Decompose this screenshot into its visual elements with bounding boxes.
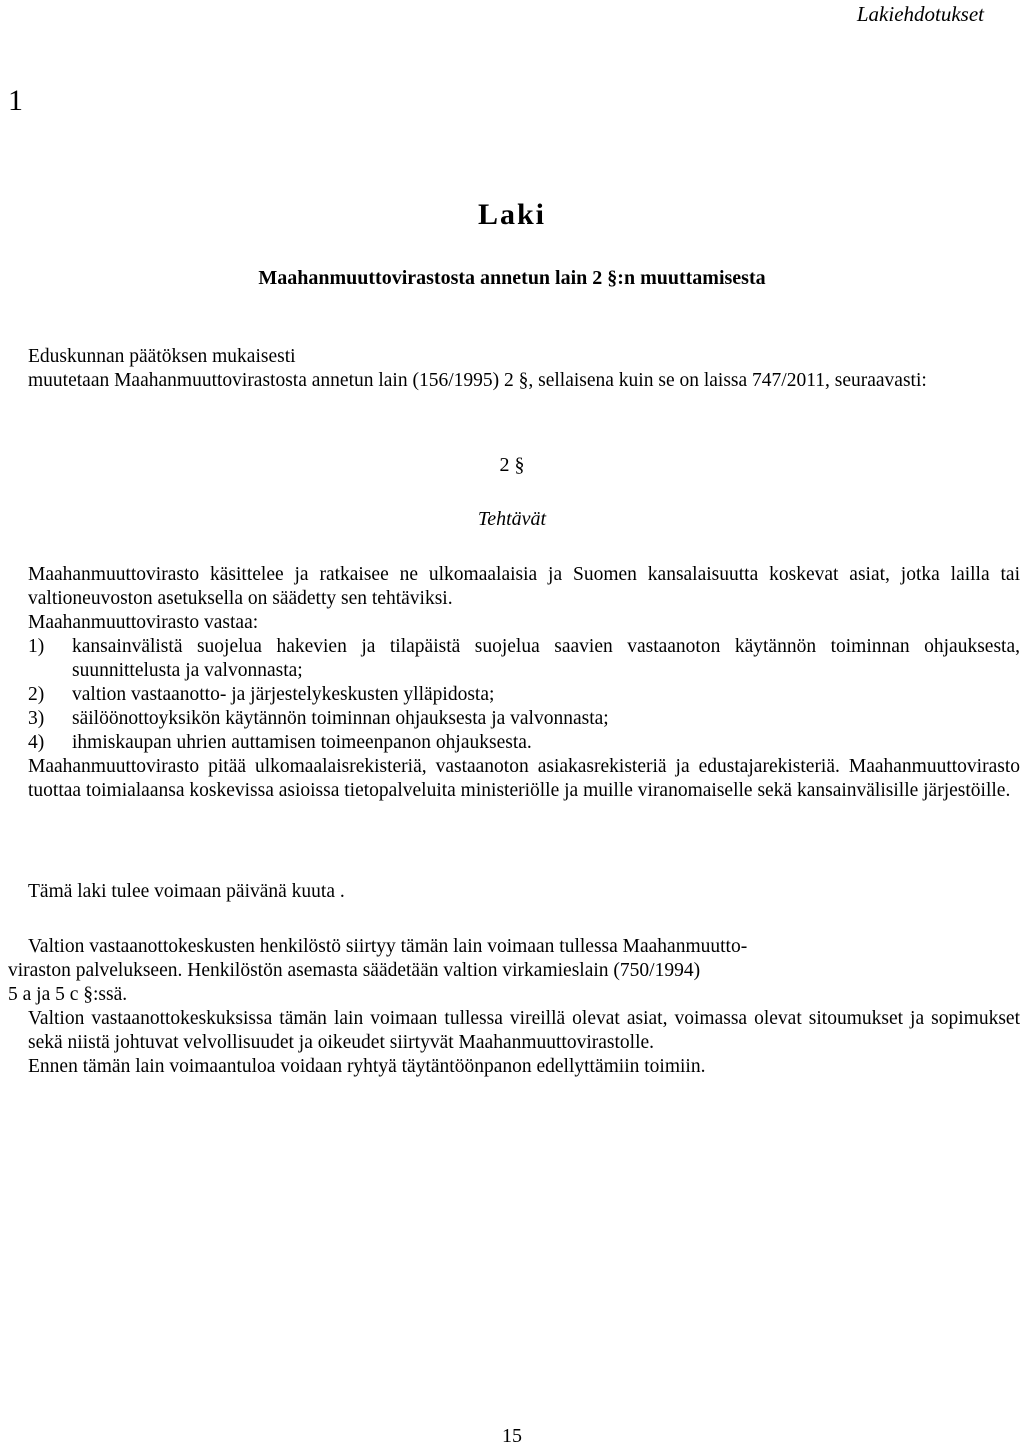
list-item-number: 3) (28, 708, 45, 729)
transitional-line-3: 5 a ja 5 c §:ssä. (8, 984, 128, 1005)
section-paragraph-3: Maahanmuuttovirasto pitää ulkomaalaisrekisteriä, vastaanoton asiakasrekisteriä ja edustajarekisteriä. Maahanmuuttovirasto tuottaa toimialaansa koskevissa asioissa tietopalveluita ministeriölle ja muille viranomaiselle sekä kansainvälisille järjestöille. (28, 756, 1020, 801)
preamble (8, 345, 1020, 393)
preamble-enactment: Eduskunnan päätöksen mukaisesti (28, 346, 296, 367)
section-heading: Tehtävät (477, 508, 547, 530)
transitional-paragraph-2: Valtion vastaanottokeskuksissa tämän lain voimaan tullessa vireillä olevat asiat, voimassa olevat sitoumukset ja sopimukset sekä niistä johtuvat velvollisuudet ja oikeudet siirtyvät Maahanmuuttovirastolle. (28, 1008, 1020, 1053)
list-item (8, 731, 1020, 755)
list-intro: Maahanmuuttovirasto vastaa: (28, 612, 259, 633)
preamble-amendment: muutetaan Maahanmuuttovirastosta annetun lain (156/1995) 2 §, sellaisena kuin se on laissa 747/2011, seuraavasti: (28, 370, 927, 391)
list-item-text: ihmiskaupan uhrien auttamisen toimeenpanon ohjauksesta. (72, 732, 532, 753)
transitional-provisions (8, 935, 1020, 1079)
entry-into-force-text: Tämä laki tulee voimaan päivänä kuuta . (28, 881, 345, 902)
list-item-number: 4) (28, 732, 45, 753)
section-body (8, 563, 1020, 803)
list-item (8, 683, 1020, 707)
list-item-text: säilöönottoyksikön käytännön toiminnan ohjauksesta ja valvonnasta; (72, 708, 609, 729)
running-header: Lakiehdotukset (856, 2, 984, 26)
section-paragraph-1: Maahanmuuttovirasto käsittelee ja ratkaisee ne ulkomaalaisia ja Suomen kansalaisuutta koskevat asiat, jotka lailla tai valtioneuvoston asetuksella on säädetty sen tehtäviksi. (28, 564, 1020, 609)
entry-into-force (8, 880, 1020, 904)
proposal-number: 1 (8, 84, 23, 117)
section-number: 2 § (499, 454, 525, 476)
transitional-paragraph-3: Ennen tämän lain voimaantuloa voidaan ryhtyä täytäntöönpanon edellyttämiin toimiin. (28, 1056, 706, 1077)
list-item-text: kansainvälistä suojelua hakevien ja tilapäistä suojelua saavien vastaanoton käytännön toiminnan ohjauksesta, suunnittelusta ja valvonnasta; (72, 636, 1020, 681)
transitional-line-2: viraston palvelukseen. Henkilöstön asemasta säädetään valtion virkamieslain (750/1994) (8, 960, 701, 981)
law-subtitle: Maahanmuuttovirastosta annetun lain 2 §:n muuttamisesta (258, 267, 766, 289)
law-title: Laki (477, 198, 547, 231)
list-item (8, 635, 1020, 683)
list-item-number: 2) (28, 684, 45, 705)
page-number: 15 (502, 1425, 522, 1447)
list-item-number: 1) (28, 636, 45, 657)
list-item (8, 707, 1020, 731)
list-item-text: valtion vastaanotto- ja järjestelykeskusten ylläpidosta; (72, 684, 495, 705)
transitional-line-1: Valtion vastaanottokeskusten henkilöstö siirtyy tämän lain voimaan tullessa Maahanmuutto- (28, 936, 748, 957)
